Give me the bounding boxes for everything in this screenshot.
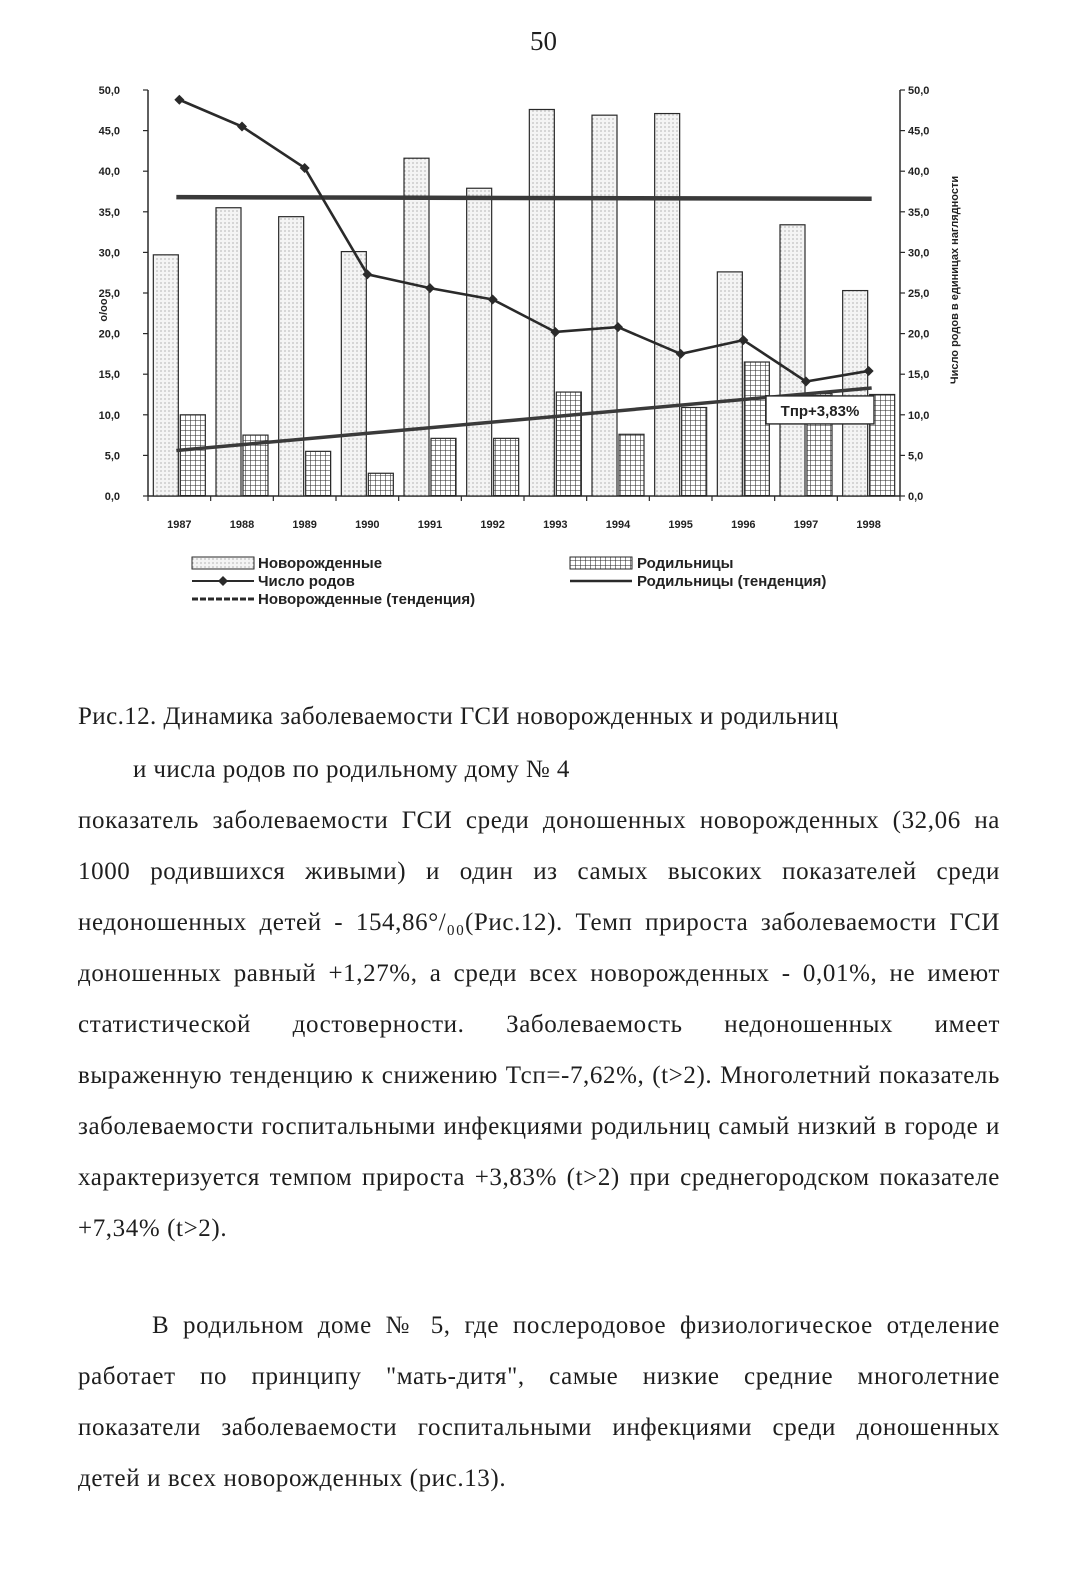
births-marker <box>174 95 184 105</box>
bar-newborns <box>404 158 429 496</box>
y-left-label: o/oo <box>98 298 110 322</box>
trend-newborns <box>176 197 871 199</box>
page-number: 50 <box>530 26 557 56</box>
right-tick-label: 50,0 <box>908 85 930 97</box>
x-tick-label: 1988 <box>229 519 255 531</box>
figure-caption: Рис.12. Динамика заболеваемости ГСИ новорожденных и родильниц <box>78 703 839 730</box>
bar-newborns <box>780 225 805 496</box>
bar-postpartum <box>744 362 769 496</box>
annotation-label: Tпр+3,83% <box>780 402 860 420</box>
x-tick-label: 1995 <box>668 519 693 531</box>
x-tick-label: 1991 <box>417 519 443 531</box>
x-tick-label: 1992 <box>480 519 505 531</box>
left-tick-label: 15,0 <box>98 369 120 382</box>
left-tick-label: 25,0 <box>98 288 120 300</box>
right-tick-label: 30,0 <box>908 247 930 260</box>
x-tick-label: 1993 <box>543 519 568 531</box>
paragraph-2: В родильном доме № 5, где послеродовое физиологическое отделение работает по принципу "мать-дитя", самые низкие средние многолетние показатели заболеваемости госпитальными инфекциями среди доношенных детей и всех новорожденных (рис.13). <box>78 1312 1000 1492</box>
bar-postpartum <box>556 392 581 496</box>
bar-postpartum <box>368 473 393 496</box>
left-tick-label: 20,0 <box>98 328 120 341</box>
left-tick-label: 10,0 <box>98 409 120 422</box>
legend-swatch-newborns <box>192 557 254 569</box>
left-tick-label: 0,0 <box>104 491 120 503</box>
bar-newborns <box>529 109 554 496</box>
morbidity-chart <box>0 70 1087 650</box>
right-tick-label: 20,0 <box>908 328 930 341</box>
figure-caption-line2: и числа родов по родильному дому № 4 <box>133 756 570 783</box>
chart-bars <box>153 109 894 496</box>
bar-postpartum <box>682 407 707 496</box>
chart-legend <box>192 555 826 608</box>
right-tick-label: 5,0 <box>908 450 924 463</box>
legend-label-births: Число родов <box>258 573 355 590</box>
y-right-label: Число родов в единицах наглядности <box>949 175 961 385</box>
legend-marker-births <box>218 576 228 586</box>
bar-newborns <box>717 272 742 496</box>
bar-postpartum <box>431 438 456 496</box>
left-tick-label: 40,0 <box>98 166 120 179</box>
right-tick-label: 0,0 <box>908 491 924 503</box>
bar-newborns <box>153 255 178 496</box>
x-tick-label: 1987 <box>167 519 192 531</box>
bar-postpartum <box>494 438 519 496</box>
left-tick-label: 45,0 <box>98 125 120 138</box>
left-tick-label: 30,0 <box>98 247 120 260</box>
legend-label-newborns: Новорожденные <box>258 555 383 572</box>
bar-newborns <box>216 208 241 496</box>
bar-newborns <box>467 188 492 496</box>
x-tick-label: 1998 <box>856 519 881 531</box>
right-tick-label: 10,0 <box>908 409 930 422</box>
bar-postpartum <box>306 451 331 496</box>
right-tick-label: 25,0 <box>908 288 930 300</box>
x-tick-label: 1989 <box>292 519 317 531</box>
left-tick-label: 50,0 <box>98 85 120 97</box>
paragraph-1: показатель заболеваемости ГСИ среди доношенных новорожденных (32,06 на 1000 родившихся живыми) и один из самых высоких показателей среди недоношенных детей - 154,86°/₀₀(Рис.12). Темп прироста заболеваемости ГСИ доношенных равный +1,27%, а среди всех новорожденных - 0,01%, не имеют статистической достоверности. Заболеваемость недоношенных имеет выраженную тенденцию к снижению Тсп=-7,62%, (t>2). Многолетний показатель заболеваемости госпитальными инфекциями родильниц самый низкий в городе и характеризуется темпом прироста +3,83% (t>2) при среднегородском показателе +7,34% (t>2). <box>78 807 1000 1242</box>
legend-label-trend-newborns: Новорожденные (тенденция) <box>258 591 476 608</box>
bar-newborns <box>279 217 304 496</box>
bar-newborns <box>843 291 868 496</box>
x-tick-label: 1994 <box>605 519 631 531</box>
bar-newborns <box>341 252 366 496</box>
left-tick-label: 35,0 <box>98 206 120 219</box>
left-tick-label: 5,0 <box>104 450 120 463</box>
bar-newborns <box>592 115 617 496</box>
bar-postpartum <box>619 434 644 496</box>
bar-newborns <box>655 114 680 496</box>
x-tick-label: 1996 <box>731 519 756 531</box>
right-tick-label: 40,0 <box>908 166 930 179</box>
x-tick-label: 1990 <box>355 519 380 531</box>
right-tick-label: 35,0 <box>908 206 930 219</box>
legend-label-trend-postpartum: Родильницы (тенденция) <box>637 573 827 590</box>
bar-postpartum <box>180 415 205 496</box>
right-tick-label: 15,0 <box>908 369 930 382</box>
x-tick-label: 1997 <box>793 519 819 531</box>
legend-swatch-postpartum <box>570 557 632 569</box>
right-tick-label: 45,0 <box>908 125 930 138</box>
legend-label-postpartum: Родильницы <box>637 555 734 572</box>
